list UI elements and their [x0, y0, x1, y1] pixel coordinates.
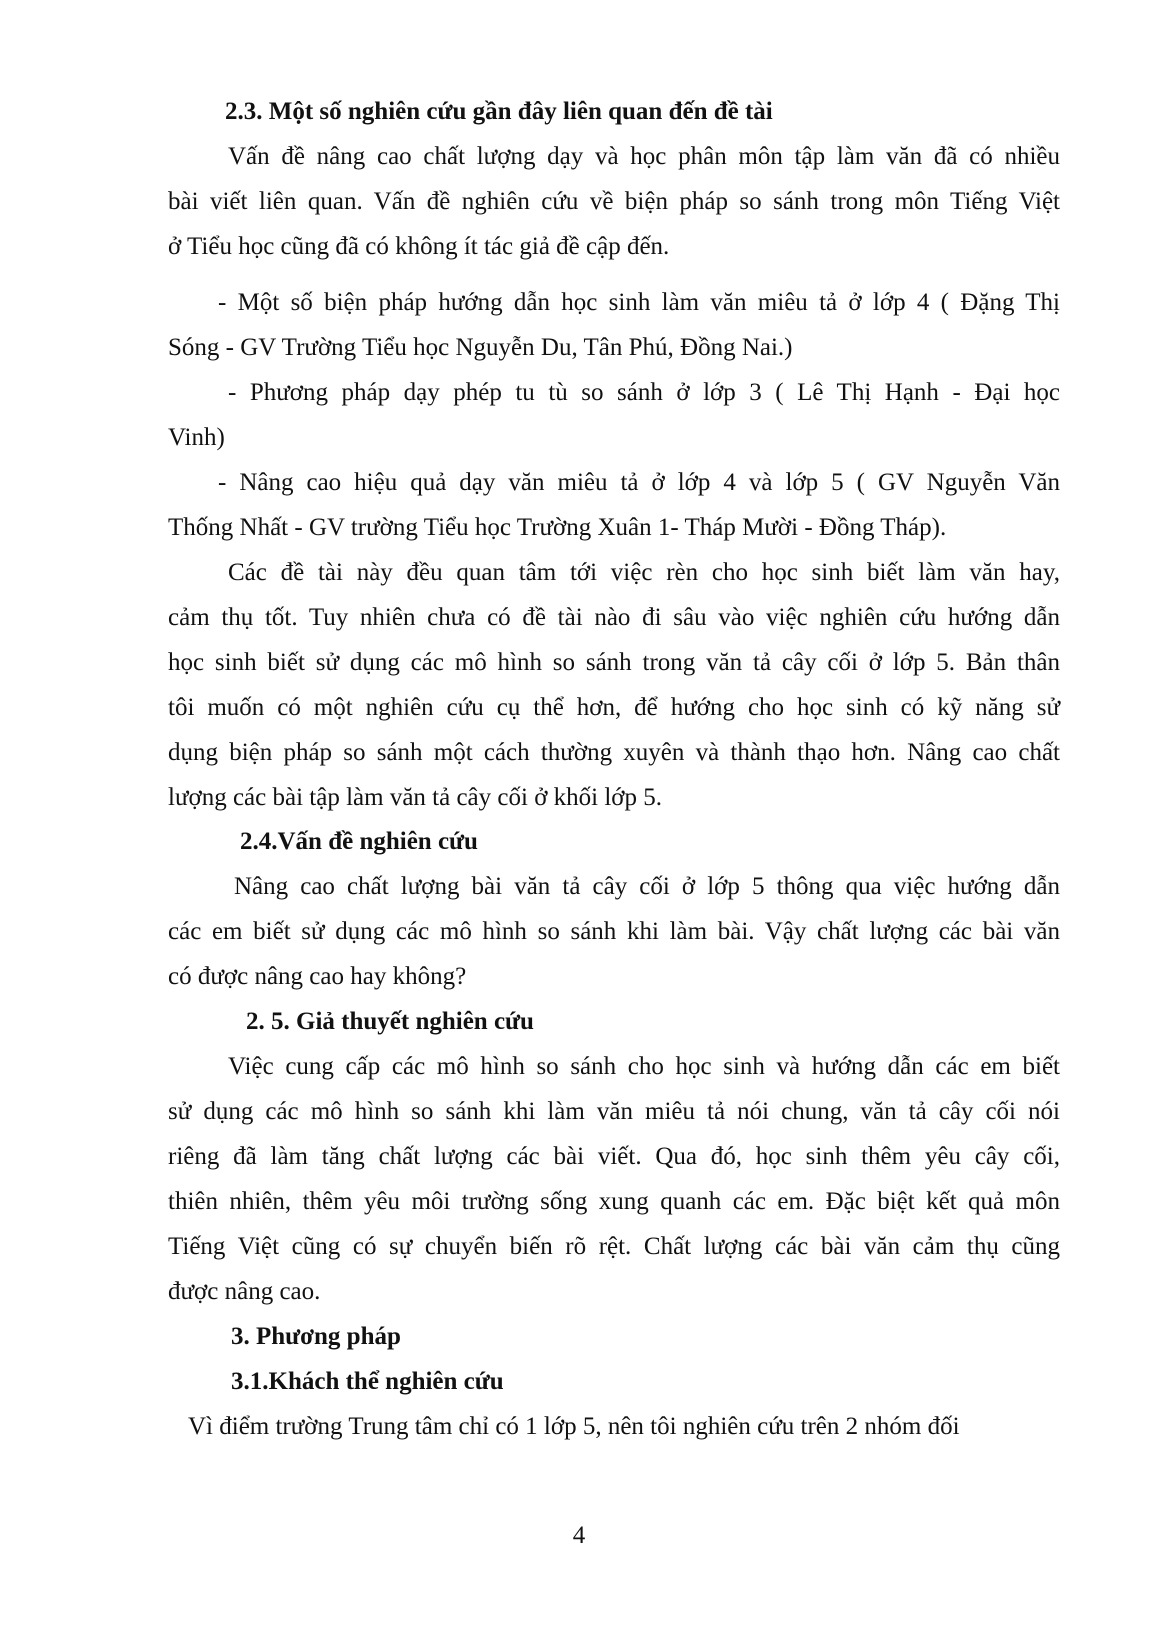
paragraph-line: có được nâng cao hay không? [168, 963, 467, 990]
paragraph-line: sử dụng các mô hình so sánh khi làm văn miêu tả nói chung, văn tả cây cối nói [168, 1098, 1060, 1125]
heading-2-3: 2.3. Một số nghiên cứu gần đây liên quan đến đề tài [225, 98, 773, 125]
paragraph-line: cảm thụ tốt. Tuy nhiên chưa có đề tài nào đi sâu vào việc nghiên cứu hướng dẫn [168, 604, 1060, 631]
heading-3: 3. Phương pháp [231, 1323, 401, 1350]
heading-3-1: 3.1.Khách thể nghiên cứu [231, 1368, 504, 1395]
paragraph-line: Các đề tài này đều quan tâm tới việc rèn cho học sinh biết làm văn hay, [228, 559, 1060, 586]
heading-2-5: 2. 5. Giả thuyết nghiên cứu [246, 1008, 534, 1035]
paragraph-line: Vấn đề nâng cao chất lượng dạy và học phân môn tập làm văn đã có nhiều [228, 143, 1060, 170]
paragraph-line: Việc cung cấp các mô hình so sánh cho học sinh và hướng dẫn các em biết [228, 1053, 1060, 1080]
paragraph-line: dụng biện pháp so sánh một cách thường xuyên và thành thạo hơn. Nâng cao chất [168, 739, 1060, 766]
paragraph-line: thiên nhiên, thêm yêu môi trường sống xung quanh các em. Đặc biệt kết quả môn [168, 1188, 1060, 1215]
paragraph-line: học sinh biết sử dụng các mô hình so sánh trong văn tả cây cối ở lớp 5. Bản thân [168, 649, 1060, 676]
paragraph-line: riêng đã làm tăng chất lượng các bài viết. Qua đó, học sinh thêm yêu cây cối, [168, 1143, 1060, 1170]
reference-item-line: Sóng - GV Trường Tiểu học Nguyễn Du, Tân Phú, Đồng Nai.) [168, 334, 793, 361]
paragraph-line: Tiếng Việt cũng có sự chuyển biến rõ rệt. Chất lượng các bài văn cảm thụ cũng [168, 1233, 1060, 1260]
paragraph-line: được nâng cao. [168, 1278, 321, 1305]
paragraph-line: tôi muốn có một nghiên cứu cụ thể hơn, để hướng cho học sinh có kỹ năng sử [168, 694, 1060, 721]
page-number: 4 [572, 1522, 586, 1549]
paragraph-line: ở Tiểu học cũng đã có không ít tác giả đề cập đến. [168, 233, 670, 260]
paragraph-line: lượng các bài tập làm văn tả cây cối ở khối lớp 5. [168, 784, 663, 811]
paragraph-line: các em biết sử dụng các mô hình so sánh khi làm bài. Vậy chất lượng các bài văn [168, 918, 1060, 945]
reference-item-line: - Nâng cao hiệu quả dạy văn miêu tả ở lớp 4 và lớp 5 ( GV Nguyễn Văn [218, 469, 1060, 496]
reference-item-line: Vinh) [168, 424, 225, 451]
reference-item-line: Thống Nhất - GV trường Tiểu học Trường Xuân 1- Tháp Mười - Đồng Tháp). [168, 514, 947, 541]
heading-2-4: 2.4.Vấn đề nghiên cứu [240, 828, 478, 855]
paragraph-line: bài viết liên quan. Vấn đề nghiên cứu về biện pháp so sánh trong môn Tiếng Việt [168, 188, 1060, 215]
paragraph-line: Nâng cao chất lượng bài văn tả cây cối ở lớp 5 thông qua việc hướng dẫn [234, 873, 1060, 900]
reference-item-line: - Một số biện pháp hướng dẫn học sinh làm văn miêu tả ở lớp 4 ( Đặng Thị [218, 289, 1060, 316]
paragraph-line: Vì điểm trường Trung tâm chỉ có 1 lớp 5, nên tôi nghiên cứu trên 2 nhóm đối [188, 1413, 960, 1440]
reference-item-line: - Phương pháp dạy phép tu tù so sánh ở lớp 3 ( Lê Thị Hạnh - Đại học [228, 379, 1060, 406]
